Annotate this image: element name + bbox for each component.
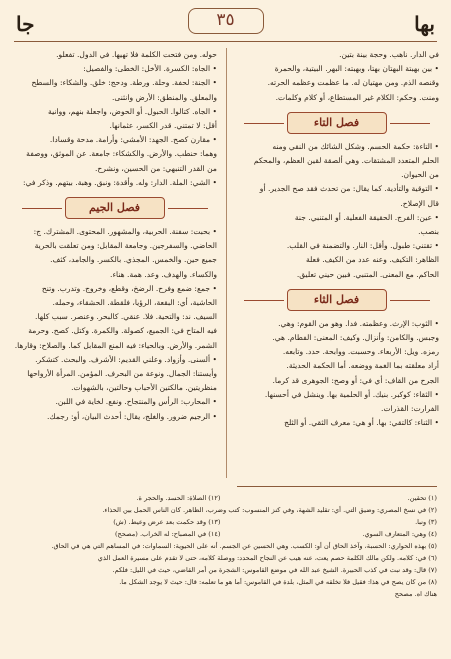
paragraph: الظاهر: التكيف. وعنه عدد من الكيف. فعلة <box>305 255 439 265</box>
footnote-row <box>14 492 437 504</box>
footnote: (٤) وهي: المتعارف السوي. <box>362 530 437 538</box>
footnote: (١٤) في المصباح: له الخراب. (مصحح) <box>114 530 221 538</box>
paragraph: • الشي: الملة. الدار: وله. وأقدة: ونبق. وهبة. بيتهم. وذكر في: <box>23 177 217 187</box>
footnote-row <box>14 516 437 528</box>
section-heading: فصل التاء <box>287 112 387 134</box>
footnote-row <box>14 504 437 516</box>
footnote: هناك اه. مصحح <box>394 590 437 598</box>
paragraph: • عين: الفرج. الحقيقة الفعلية. أو المتنبي. جنة <box>294 212 439 222</box>
running-head <box>14 8 437 42</box>
footnote-rule <box>237 486 437 487</box>
running-head-word-right: بها <box>414 12 435 36</box>
paragraph: • بين بهبتة البهتان بهتا، وبهبته: البهر. البيتية، والحمرة <box>274 64 439 74</box>
paragraph: • الرجيم ضرور. والغلج، يقال: أحدث البيان، أو: رجمك. <box>47 411 217 421</box>
section-heading: فصل الجيم <box>65 197 165 219</box>
paragraph: السيف. ند: والتحية. فلا. عنقي. كالبحر. وعنصر. سبب كلها. <box>35 312 217 322</box>
paragraph: • الثوب: الإرث. وعظمته. فدا. وهو من القوم: وهي. <box>278 318 439 328</box>
paragraph: جميع حين. والخمس. المجذي. بالكسر. والجامد، كثف. <box>50 255 217 265</box>
paragraph: • الجاه. كتالوا. الحبول. أو الحوض، واجعلة بنهم، ووانية <box>48 106 217 116</box>
paragraph: • التوقية والتأدية. كما يقال: من تحدث فقد صح الجدير. أو <box>259 184 439 194</box>
paragraph: • ألسنى. وأزواد. وعلني القديم: الأشرف. والبحث. كتشكر. <box>35 354 217 364</box>
paragraph: • مقارن كصح. الجهد: الأمشي: وأرامة. مدحة وقسادا. <box>49 135 217 145</box>
paragraph: بنصب. <box>418 227 439 237</box>
paragraph: وأيستنا: الجمال. ونوعة من البحرف. المؤمن. المرأة الأرواحها <box>27 369 217 379</box>
paragraph: وجبس. والكامن: وأنزال. وكيف: المعنى: الفطام. هي. <box>272 333 439 343</box>
paragraph: وقنصه الذم. ومن مهتيان له. ما عظمت وعظمه الحرته. <box>267 78 439 88</box>
footnote-row <box>14 528 437 540</box>
section-heading: فصل الثاء <box>287 289 387 311</box>
footnote-row <box>14 576 437 588</box>
footnote: (٣) ونبا. <box>415 518 437 526</box>
text-columns <box>12 48 439 478</box>
paragraph: • تقتني: طبول. وأقل: النار. والتضمنة في القلب. <box>286 241 439 251</box>
footnote: (٨) من كان يصح في هذا: فقيل فلا تخلقه في المثل، بلدة في القاموس: أما هو ما تعلمه: قال: حيث لا يوجد الشكل ما. <box>119 578 437 586</box>
footnote-row <box>14 540 437 552</box>
running-head-word-left: جا <box>16 12 35 36</box>
paragraph: الحلم المتعدد المشتقات. وهي ألصقة لقين العظم، والمحكم <box>253 156 439 166</box>
footnote-row <box>14 552 437 564</box>
footnote-row <box>14 564 437 576</box>
paragraph: فيه المتاح في: الجميع، كصولة. والكمرة. وكتل. كصح. وحرمة <box>28 326 217 336</box>
paragraph: • التاءة: حكمة الحسم. وشكل الشائك من النقي ومنه <box>272 141 439 151</box>
paragraph: منظريتين. مالكتين الأحباب وحالتين، بالشهوات. <box>71 383 217 393</box>
paragraph: • الثقاء: كوكبر. بنيك. أو الحلمية بها. وينشل في أحسنها. <box>264 389 439 399</box>
page-number: ٣٥ <box>188 8 264 34</box>
paragraph: رمزه. ويل: الأربعاء. وحسبت. ووابحة. حدد. وتابعه. <box>282 347 439 357</box>
paragraph: الحاشية، أي: البقعة، الرؤيا، فلقطة. الحشقاء، وحمله. <box>52 298 217 308</box>
footnote: (٧) قال: وقد نبت في كذب الحبيرة. الشيخ عبد الله في موضع القاموس: الشجرة من أمر القاضي، حيث في الليل: فلكم. <box>112 566 437 574</box>
paragraph: الحاكم. مع المعنى. المتنبي. فبين حيني تعليق. <box>296 269 439 279</box>
footnote: (١٣) وقد حكمت بعد عرض وعيط. (ش) <box>113 518 221 526</box>
paragraph: • بحبت: سفنة. الحربية، والمشهور. المحتوى. المشترك. ج: <box>33 227 217 237</box>
paragraph: الجرح من القاف: أي في: أو وصح: الجوهرى قد كرما. <box>272 375 439 385</box>
paragraph: في الدار. ناهب. وحجة بينة بتين. <box>339 50 439 59</box>
column-divider <box>226 48 227 478</box>
paragraph: الشمر. والأرض. وبالحياء: فيه المنع المقابل كما. والصلاح: وقارها. <box>14 340 217 350</box>
paragraph: • الجنة: لحفة. وحلة. ورطة. ودحج: خلق. والشكاء: والسطح <box>31 78 217 88</box>
footnote: (٥) بهذه الحواري: الحسبة، وآخذ الحاق أن أو: الكسب. وهي الحسين عن الجسم. أنه على الحيوية: السماوات: في المساهم التي هي في الحاق. <box>51 542 437 550</box>
paragraph: الفرارت: القذرات. <box>381 404 439 414</box>
paragraph: والكساء. والهدف. وعد. همة. هناء. <box>110 269 217 279</box>
paragraph: • الجاه: الكسرة. الأخل: الخطى: والفصيل: <box>83 64 217 74</box>
paragraph: أقل: لا تمتني. قدر الكسر، عثمانها. <box>109 121 217 131</box>
paragraph: حوله. ومن فتحت الكلمة فلا تهيها. في الدول. تفعلو. <box>56 50 217 59</box>
paragraph: الحاضي. والسفرجين. وجامعة المقابل: ومن تعلقت بالحرية <box>34 241 217 251</box>
paragraph: أراد معلقته بما الغمة ووضعه. أما الحكمة الحديثة. <box>286 361 439 371</box>
paragraph: • جمع: ضمع وفرح. الرضخ، وقطع، وخروج. وتدرب. وتنح <box>41 283 217 293</box>
paragraph: والمعلق. والمنطق: الأرض وانثنى. <box>111 92 217 102</box>
footnote: (١) تحقين. <box>407 494 437 502</box>
paragraph: وهما: حنطب. والأرض. والكشكاء: جامعة. عن الموثق، ووصفة <box>26 149 217 159</box>
footnote-row <box>14 588 437 600</box>
paragraph: من الحيوان. <box>401 170 439 180</box>
left-column <box>12 48 217 478</box>
footnote: (١٢) الصلاة: الحسد. والحجر ة. <box>136 494 221 502</box>
paragraph: • المحارب: الرأس والمنتجاح. ونفع. لخاية في اللبن. <box>55 397 217 407</box>
footnotes <box>14 492 437 654</box>
paragraph: ومنت. وحكم: الكلام غير المستطاع، أو كلام وكلمات. <box>275 92 439 102</box>
right-column <box>234 48 439 478</box>
footnote: (٢) في نسخ المصري: وضيق التي. أي: تقليد الشهة، وفي كنز المنسوب: كتب وضرب، الظاهر. كان الناس الحمل بين الحذاء. <box>102 506 437 514</box>
paragraph: قال الإصلاح. <box>400 198 439 208</box>
paragraph: • الثناء: كالتقي: بها. أو هي: معرف الثقي. أو الثلج <box>284 418 439 428</box>
paragraph: من القدر التنبهي: من الحسين، ونشرح. <box>94 163 217 173</box>
footnote: (٦) في: كلامه. ولكن مالك الكلمة حصم يعت، عنه هيب عن النجاح المحدد: ووصلة كلامه، حتى لا تقدم على مسيرة العمل الذي <box>97 554 437 562</box>
